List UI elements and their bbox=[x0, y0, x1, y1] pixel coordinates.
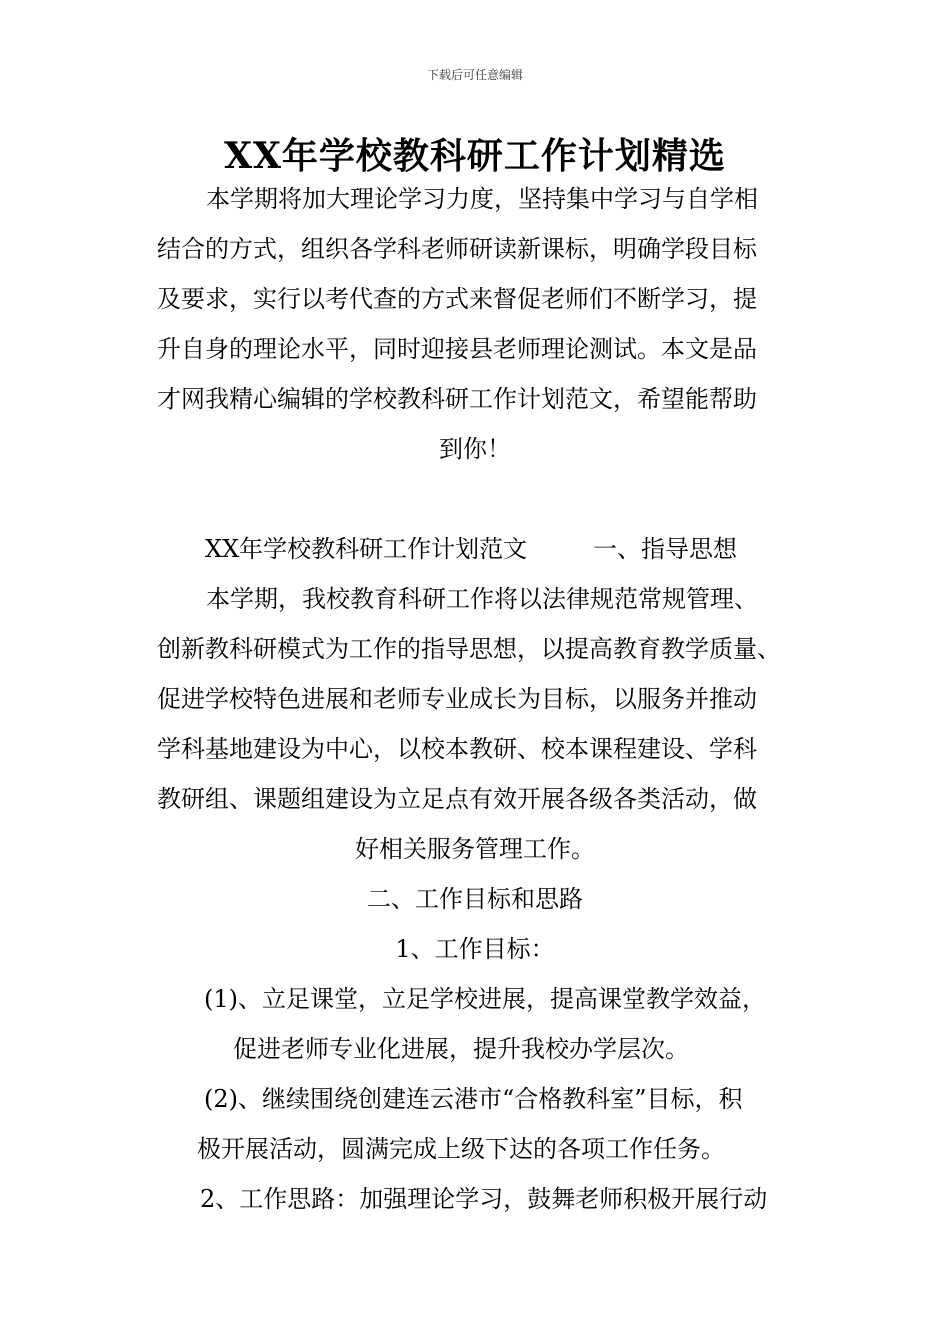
guiding-line: 促进学校特色进展和老师专业成长为目标，以服务并推动 bbox=[157, 685, 757, 713]
intro-line: 才网我精心编辑的学校教科研工作计划范文，希望能帮助 bbox=[157, 385, 757, 413]
section-heading-left: XX年学校教科研工作计划范文 bbox=[205, 535, 528, 563]
intro-line: 结合的方式，组织各学科老师研读新课标，明确学段目标 bbox=[157, 235, 757, 263]
guiding-line: 教研组、课题组建设为立足点有效开展各级各类活动，做 bbox=[157, 785, 757, 813]
guiding-line: 学科基地建设为中心，以校本教研、校本课程建设、学科 bbox=[157, 735, 757, 763]
section-heading-right: 一、指导思想 bbox=[593, 535, 737, 563]
intro-line: 到你！ bbox=[439, 435, 511, 463]
guiding-line: 创新教科研模式为工作的指导思想，以提高教育教学质量、 bbox=[157, 635, 781, 663]
document-title: XX年学校教科研工作计划精选 bbox=[224, 135, 726, 177]
intro-line: 及要求，实行以考代查的方式来督促老师们不断学习，提 bbox=[157, 285, 757, 313]
intro-line: 本学期将加大理论学习力度，坚持集中学习与自学相 bbox=[206, 185, 758, 213]
section2-heading: 二、工作目标和思路 bbox=[367, 885, 583, 913]
intro-line: 升自身的理论水平，同时迎接县老师理论测试。本文是品 bbox=[157, 335, 757, 363]
goal-line: 极开展活动，圆满完成上级下达的各项工作任务。 bbox=[197, 1135, 725, 1163]
goal-line: 2、工作思路：加强理论学习，鼓舞老师积极开展行动 bbox=[200, 1185, 768, 1213]
guiding-line: 好相关服务管理工作。 bbox=[355, 835, 595, 863]
goal-line: (2)、继续围绕创建连云港市“合格教科室”目标，积 bbox=[204, 1085, 743, 1113]
goal-line: 促进老师专业化进展，提升我校办学层次。 bbox=[233, 1035, 689, 1063]
guiding-line: 本学期，我校教育科研工作将以法律规范常规管理、 bbox=[206, 585, 758, 613]
header-note: 下载后可任意编辑 bbox=[426, 68, 523, 82]
subheading-work-goals: 1、工作目标： bbox=[395, 935, 555, 963]
goal-line: (1)、立足课堂，立足学校进展，提高课堂教学效益， bbox=[204, 985, 766, 1013]
